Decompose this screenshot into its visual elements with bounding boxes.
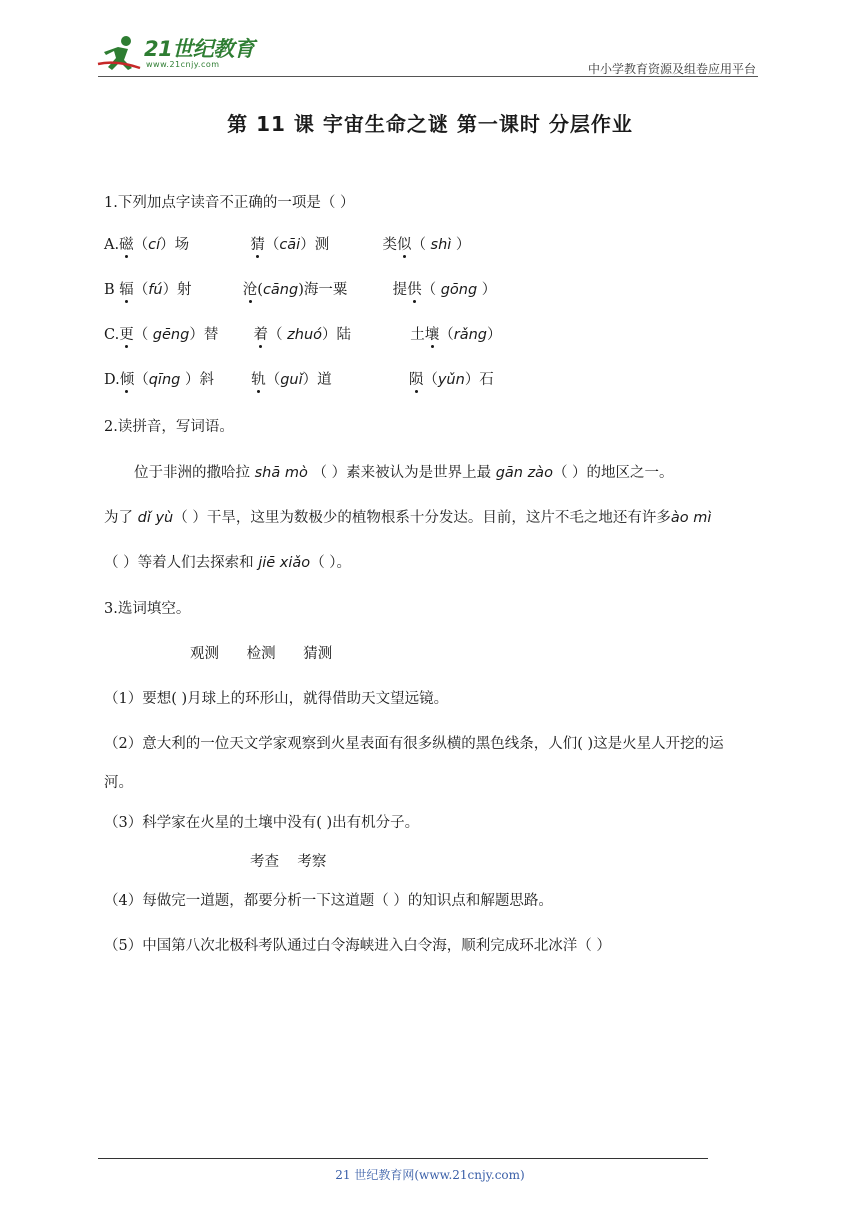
pinyin: qīng bbox=[148, 372, 181, 388]
pinyin: cāng bbox=[262, 282, 299, 298]
text: ）测 bbox=[300, 237, 330, 253]
q1-option-b bbox=[104, 278, 496, 299]
paren: ( bbox=[257, 282, 263, 298]
option-letter: B bbox=[104, 282, 120, 298]
paren: ） bbox=[451, 237, 471, 253]
logo-text: 21世纪教育 bbox=[144, 37, 255, 61]
paren: （ bbox=[133, 327, 153, 343]
dotted-char: 陨 bbox=[409, 368, 424, 389]
text: ）斜 bbox=[180, 372, 214, 388]
text: （ ）。 bbox=[310, 555, 352, 571]
paren: （ bbox=[265, 372, 281, 388]
pinyin: rǎng bbox=[453, 327, 487, 343]
q1-option-a bbox=[104, 233, 470, 254]
pinyin: fú bbox=[148, 282, 163, 298]
question-1-stem: 1.下列加点字读音不正确的一项是（ ） bbox=[104, 195, 355, 211]
pinyin: shì bbox=[430, 237, 452, 253]
option-letter: D. bbox=[104, 372, 120, 388]
text: 类 bbox=[382, 237, 397, 253]
paren: （ bbox=[264, 237, 280, 253]
dotted-char: 辐 bbox=[119, 278, 134, 299]
runner-icon bbox=[96, 34, 142, 74]
text: ）场 bbox=[160, 237, 190, 253]
text: 位于非洲的撒哈拉 bbox=[134, 465, 255, 481]
text: （ ）的地区之一。 bbox=[552, 465, 674, 481]
text: ）射 bbox=[162, 282, 192, 298]
dotted-char: 猜 bbox=[250, 233, 265, 254]
pinyin: jiē xiǎo bbox=[258, 555, 311, 571]
dotted-char: 轨 bbox=[251, 368, 266, 389]
text: ）替 bbox=[189, 327, 219, 343]
pinyin: guǐ bbox=[280, 372, 303, 388]
dotted-char: 更 bbox=[119, 323, 134, 344]
pinyin: gōng bbox=[440, 282, 478, 298]
word-bank-1: 观测 检测 猜测 bbox=[190, 646, 333, 662]
pinyin: gēng bbox=[152, 327, 190, 343]
logo-url: www.21cnjy.com bbox=[146, 60, 220, 69]
page-title: 第 11 课 宇宙生命之谜 第一课时 分层作业 bbox=[227, 112, 633, 136]
text: （ ）干旱，这里为数极少的植物根系十分发达。目前，这片不毛之地还有许多 bbox=[173, 510, 671, 526]
paren: （ bbox=[421, 282, 441, 298]
text: ）陆 bbox=[322, 327, 352, 343]
pinyin: dǐ yù bbox=[137, 510, 174, 526]
q1-option-c bbox=[104, 323, 502, 344]
pinyin: zhuó bbox=[287, 327, 323, 343]
site-logo bbox=[96, 30, 266, 78]
text: （ ）等着人们去探索和 bbox=[104, 555, 259, 571]
dotted-char: 倾 bbox=[120, 368, 135, 389]
platform-name: 中小学教育资源及组卷应用平台 bbox=[587, 62, 756, 76]
q2-paragraph-line-2 bbox=[104, 506, 711, 527]
text: 为了 bbox=[104, 510, 138, 526]
paren: ） bbox=[477, 282, 497, 298]
footer-link[interactable]: 21 世纪教育网(www.21cnjy.com) bbox=[335, 1168, 525, 1182]
q2-paragraph-line-1 bbox=[134, 461, 674, 482]
paren: ） bbox=[487, 327, 502, 343]
question-3-stem: 3.选词填空。 bbox=[104, 601, 191, 617]
q3-sentence-4: （4）每做完一道题，都要分析一下这道题（ ）的知识点和解题思路。 bbox=[104, 893, 553, 909]
dotted-char: 磁 bbox=[119, 233, 134, 254]
paren: （ bbox=[134, 372, 149, 388]
paren: （ bbox=[439, 327, 454, 343]
paren: （ bbox=[133, 237, 149, 253]
pinyin: ào mì bbox=[670, 510, 712, 526]
header-divider bbox=[98, 76, 758, 77]
pinyin: yǔn bbox=[437, 372, 465, 388]
q3-sentence-2: （2）意大利的一位天文学家观察到火星表面有很多纵横的黑色线条，人们( )这是火星人开挖的运 bbox=[104, 736, 724, 752]
dotted-char: 供 bbox=[407, 278, 422, 299]
pinyin: cí bbox=[148, 237, 161, 253]
dotted-char: 着 bbox=[254, 323, 269, 344]
pinyin: shā mò bbox=[254, 465, 308, 481]
q3-sentence-2-cont: 河。 bbox=[104, 775, 133, 791]
q2-paragraph-line-3 bbox=[104, 551, 351, 572]
q3-sentence-3: （3）科学家在火星的土壤中没有( )出有机分子。 bbox=[104, 815, 420, 831]
paren: （ bbox=[411, 237, 431, 253]
word-bank-2: 考查 考察 bbox=[250, 854, 327, 870]
option-letter: C. bbox=[104, 327, 120, 343]
paren: （ bbox=[423, 372, 438, 388]
q3-sentence-1: （1）要想( )月球上的环形山，就得借助天文望远镜。 bbox=[104, 691, 449, 707]
text: )海一粟 bbox=[298, 282, 348, 298]
text: 土 bbox=[410, 327, 425, 343]
text: 提 bbox=[392, 282, 408, 298]
footer-divider bbox=[98, 1158, 708, 1159]
question-2-stem: 2.读拼音，写词语。 bbox=[104, 419, 234, 435]
option-letter: A. bbox=[104, 237, 120, 253]
paren: （ bbox=[268, 327, 288, 343]
text: ）石 bbox=[464, 372, 494, 388]
dotted-char: 沧 bbox=[243, 278, 258, 299]
dotted-char: 壤 bbox=[425, 323, 440, 344]
paren: （ bbox=[133, 282, 149, 298]
text: （ ）素来被认为是世界上最 bbox=[307, 465, 496, 481]
q1-option-d bbox=[104, 368, 494, 389]
pinyin: cāi bbox=[279, 237, 301, 253]
q3-sentence-5: （5）中国第八次北极科考队通过白令海峡进入白令海，顺利完成环北冰洋（ ） bbox=[104, 938, 611, 954]
text: ）道 bbox=[302, 372, 332, 388]
dotted-char: 似 bbox=[397, 233, 412, 254]
pinyin: gān zào bbox=[495, 465, 553, 481]
